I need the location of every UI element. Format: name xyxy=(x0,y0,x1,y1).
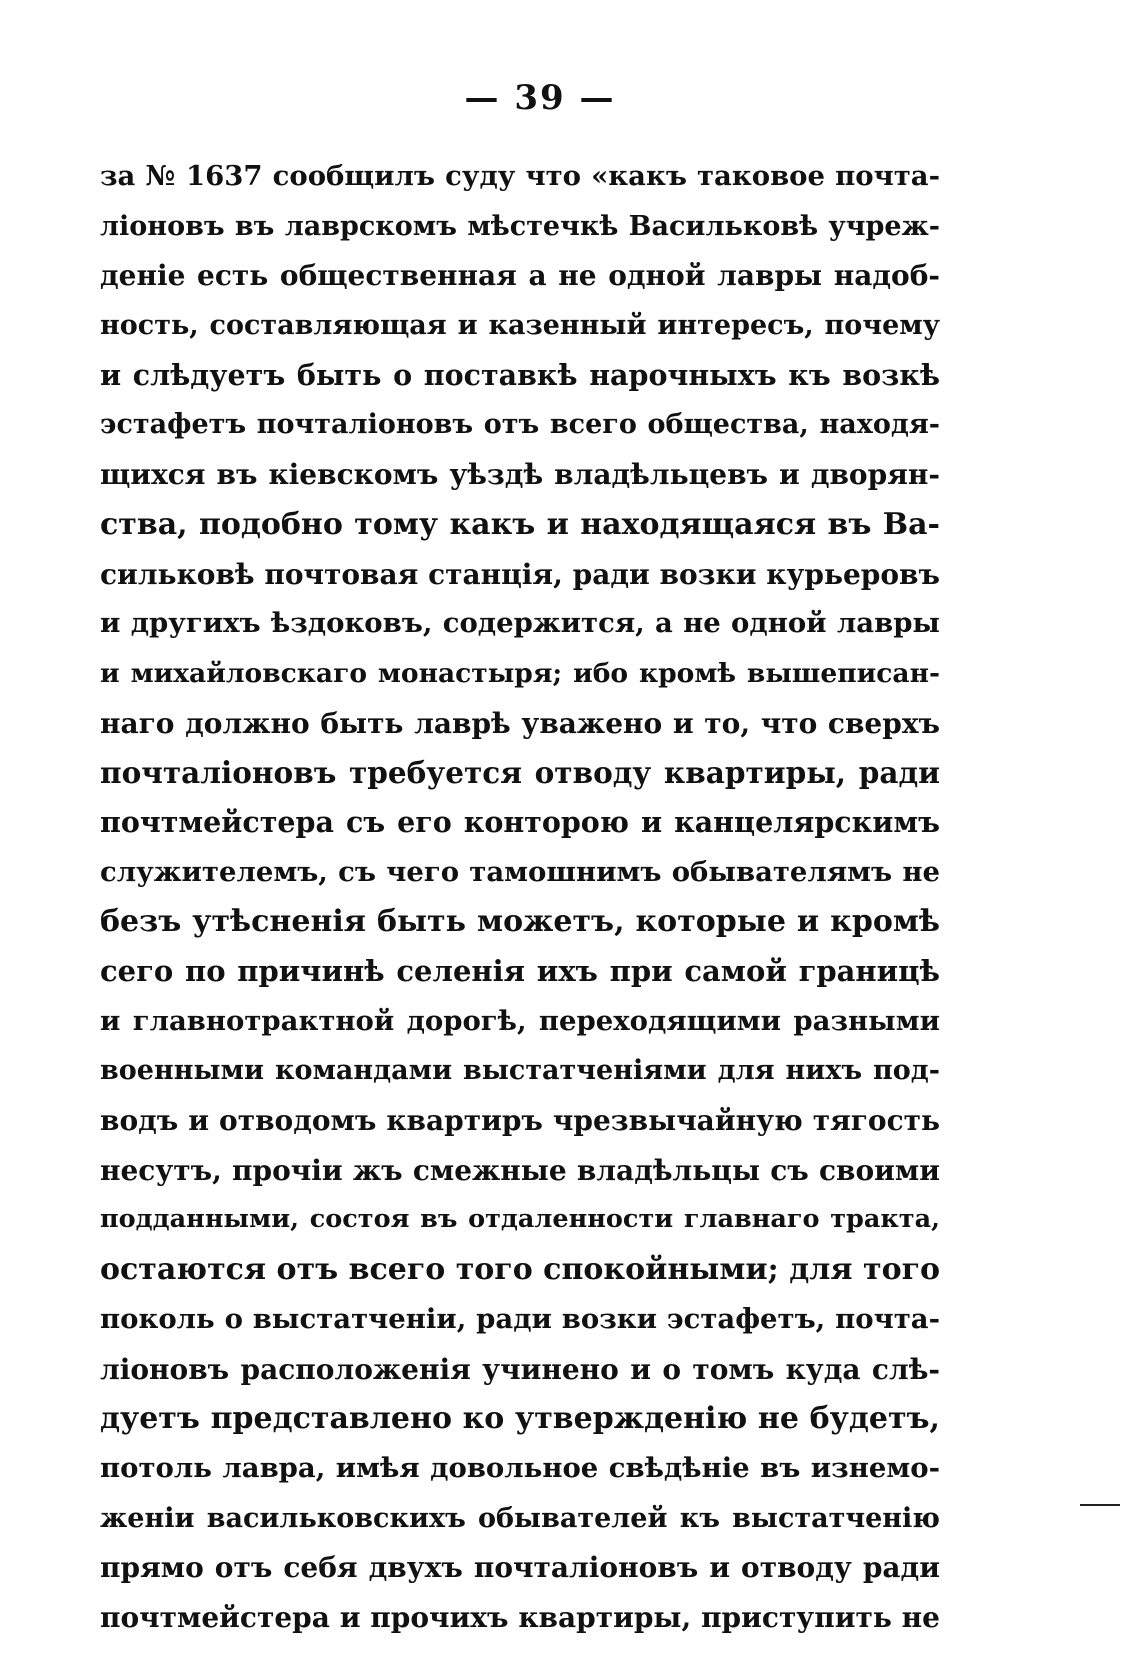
text-line: безъ утѣсненія быть можетъ, которые и кромѣ xyxy=(100,904,940,940)
text-line: прямо отъ себя двухъ почталіоновъ и отводу ради xyxy=(100,1551,940,1585)
text-line: военными командами выстатченіями для нихъ под- xyxy=(100,1055,940,1087)
text-line: подданными, состоя въ отдаленности главнаго тракта, xyxy=(100,1204,940,1235)
text-line: почтмейстера съ его конторою и канцелярскимъ xyxy=(100,804,940,839)
text-line: ность, составляющая и казенный интересъ, почему xyxy=(100,310,940,342)
text-line: служителемъ, съ чего тамошнимъ обывателямъ не xyxy=(100,855,940,888)
text-line: и главнотрактной дорогѣ, переходящими разными xyxy=(100,1004,940,1037)
text-line: остаются отъ всего того спокойными; для того xyxy=(100,1252,940,1288)
text-line: ліоновъ расположенія учинено и о томъ куда слѣ- xyxy=(100,1352,940,1386)
text-line: водъ и отводомъ квартиръ чрезвычайную тягость xyxy=(100,1104,940,1138)
text-line: ства, подобно тому какъ и находящаяся въ Ва- xyxy=(100,506,940,542)
text-line: сего по причинѣ селенія ихъ при самой границѣ xyxy=(100,954,940,988)
text-line: за № 1637 сообщилъ суду что «какъ таковое почта- xyxy=(100,160,940,192)
text-line: потоль лавра, имѣя довольное свѣдѣніе въ изнемо- xyxy=(100,1451,940,1484)
body-text xyxy=(100,152,940,1643)
text-line: щихся въ кіевскомъ уѣздѣ владѣльцевъ и дворян- xyxy=(100,458,940,492)
text-line: деніе есть общественная а не одной лавры надоб- xyxy=(100,259,940,293)
text-line: эстафетъ почталіоновъ отъ всего общества, находя- xyxy=(100,409,940,441)
text-line: женіи васильковскихъ обывателей къ выстатченію xyxy=(100,1502,940,1534)
text-line: почталіоновъ требуется отводу квартиры, ради xyxy=(100,755,940,791)
text-line: почтмейстера и прочихъ квартиры, приступить не xyxy=(100,1600,940,1634)
text-line: ліоновъ въ лаврскомъ мѣстечкѣ Васильковѣ учреж- xyxy=(100,210,940,242)
text-line: наго должно быть лаврѣ уважено и то, что сверхъ xyxy=(100,706,940,740)
text-line: дуетъ представлено ко утвержденію не будетъ, xyxy=(100,1401,940,1437)
text-line: и слѣдуетъ быть о поставкѣ нарочныхъ къ возкѣ xyxy=(100,357,940,392)
text-line: поколь о выстатченіи, ради возки эстафетъ, почта- xyxy=(100,1302,940,1335)
text-line: и другихъ ѣздоковъ, содержится, а не одной лавры xyxy=(100,607,940,640)
page-number: — 39 — xyxy=(464,78,616,118)
margin-rule xyxy=(1080,1504,1120,1506)
text-line: сильковѣ почтовая станція, ради возки курьеровъ xyxy=(100,557,940,591)
text-line: несутъ, прочіи жъ смежные владѣльцы съ своими xyxy=(100,1153,940,1187)
text-line: и михайловскаго монастыря; ибо кромѣ вышеписан- xyxy=(100,657,940,689)
